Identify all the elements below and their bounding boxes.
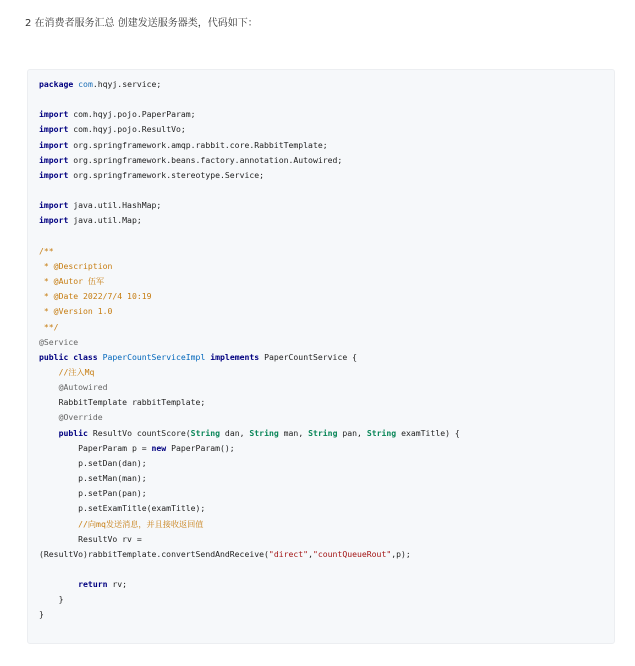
code-line: [39, 352, 357, 362]
code-line: [39, 170, 264, 180]
code-token: (ResultVo)rabbitTemplate.convertSendAndReceive(: [39, 548, 269, 559]
code-token: [39, 382, 59, 392]
code-token: import: [39, 124, 69, 135]
code-token: /**: [39, 245, 54, 256]
code-token: package: [39, 79, 74, 89]
code-line: [39, 397, 205, 407]
code-token: //注入Mq: [58, 366, 95, 377]
code-line: [39, 367, 94, 377]
code-token: org.springframework.stereotype.Service;: [68, 169, 265, 180]
code-line: [39, 246, 54, 256]
code-line: [39, 428, 460, 438]
code-token: }: [39, 609, 44, 620]
code-line: [39, 443, 235, 453]
code-token: import: [39, 139, 69, 150]
code-token: ,: [308, 548, 313, 559]
code-token: * @Autor 伍军: [39, 276, 105, 287]
code-token: org.springframework.amqp.rabbit.core.RabbitTemplate;: [68, 139, 328, 150]
code-token: @Autowired: [58, 382, 108, 393]
code-line: [39, 579, 127, 589]
code-token: .hqyj.service;: [92, 79, 162, 89]
code-token: implements: [210, 351, 260, 362]
code-token: public: [58, 427, 88, 438]
code-token: * @Description: [39, 260, 113, 271]
code-line: [39, 458, 147, 468]
code-line: [39, 276, 104, 286]
code-line: [39, 549, 411, 559]
code-token: String: [190, 427, 221, 438]
code-token: p.setDan(dan);: [39, 457, 147, 468]
code-line: [39, 488, 147, 498]
code-token: [39, 579, 78, 589]
code-token: public class: [39, 351, 98, 362]
code-line: [39, 382, 108, 392]
code-token: ,p);: [391, 548, 411, 559]
code-token: p.setExamTitle(examTitle);: [39, 503, 206, 514]
code-token: [39, 519, 78, 529]
code-content[interactable]: [39, 77, 460, 623]
code-token: @Service: [39, 336, 79, 347]
code-token: String: [249, 427, 279, 438]
code-line: [39, 609, 44, 619]
code-token: dan,: [220, 427, 250, 438]
code-line: [39, 412, 103, 422]
code-token: @Override: [58, 412, 103, 423]
code-line: [39, 261, 112, 271]
code-token: java.util.Map;: [68, 215, 142, 226]
code-token: import: [39, 109, 69, 120]
code-token: p.setPan(pan);: [39, 488, 147, 499]
code-token: com: [78, 79, 93, 89]
code-token: man,: [278, 427, 309, 438]
code-token: [39, 412, 59, 422]
code-token: pan,: [337, 427, 367, 438]
code-token: com.hqyj.pojo.PaperParam;: [68, 109, 196, 120]
code-token: * @Date 2022/7/4 10:19: [39, 291, 152, 302]
code-line: [39, 306, 112, 316]
code-token: "direct": [268, 548, 309, 559]
code-token: return: [78, 579, 108, 590]
code-token: ResultVo rv =: [39, 533, 142, 544]
code-token: RabbitTemplate rabbitTemplate;: [39, 397, 206, 408]
code-line: [39, 79, 161, 89]
code-token: import: [39, 200, 69, 211]
code-line: [39, 534, 142, 544]
code-token: PaperCountService {: [259, 351, 358, 362]
code-token: PaperCountServiceImpl: [102, 351, 206, 362]
code-line: [39, 155, 342, 165]
code-line: [39, 337, 78, 347]
code-line: [39, 322, 59, 332]
code-token: org.springframework.beans.factory.annotation.Autowired;: [68, 154, 343, 165]
code-token: p.setMan(man);: [39, 473, 147, 484]
code-token: import: [39, 215, 69, 226]
code-line: [39, 215, 142, 225]
code-token: com.hqyj.pojo.ResultVo;: [68, 124, 186, 135]
code-token: PaperParam();: [166, 442, 235, 453]
code-line: [39, 519, 203, 529]
code-token: //向mq发送消息，并且接收返回值: [78, 518, 204, 529]
code-line: [39, 503, 205, 513]
code-line: [39, 109, 196, 119]
code-token: import: [39, 169, 69, 180]
code-token: rv;: [107, 579, 128, 590]
code-block[interactable]: [27, 69, 615, 644]
code-line: [39, 594, 63, 604]
code-token: **/: [39, 321, 59, 332]
code-token: import: [39, 154, 69, 165]
code-line: [39, 124, 186, 134]
code-token: String: [366, 427, 397, 438]
code-line: [39, 291, 152, 301]
code-token: * @Version 1.0: [39, 306, 113, 317]
code-token: java.util.HashMap;: [68, 200, 162, 211]
code-token: [39, 367, 59, 377]
code-token: PaperParam p =: [39, 442, 152, 453]
code-token: new: [151, 442, 167, 453]
code-line: [39, 473, 147, 483]
code-token: String: [308, 427, 338, 438]
code-token: "countQueueRout": [312, 548, 392, 559]
code-token: }: [39, 594, 64, 605]
code-line: [39, 140, 328, 150]
code-line: [39, 200, 161, 210]
code-token: examTitle) {: [396, 427, 460, 438]
intro-paragraph: 2 在消费者服务汇总 创建发送服务器类，代码如下：: [25, 18, 258, 29]
code-token: [39, 428, 59, 438]
code-token: ResultVo countScore(: [87, 427, 191, 438]
